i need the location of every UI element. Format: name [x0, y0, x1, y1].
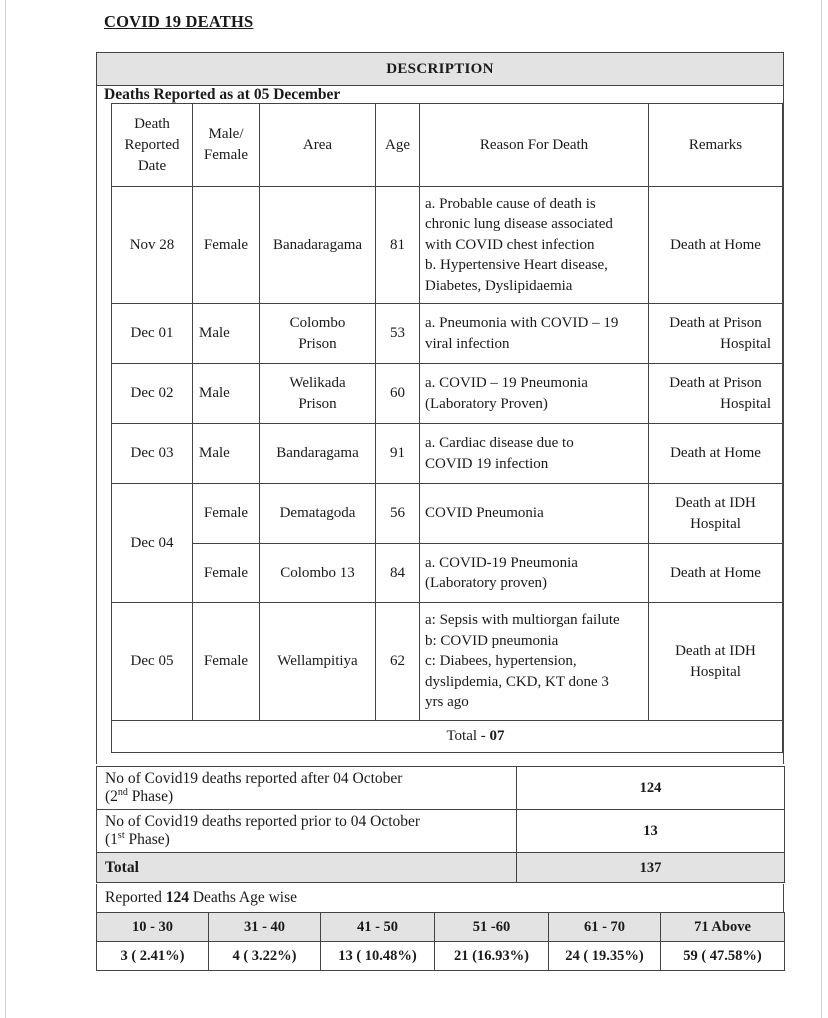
cell-age: 81 [376, 187, 420, 304]
cell-reason [420, 544, 649, 603]
frame-border [96, 86, 97, 764]
age-group: 31 - 40 [209, 913, 321, 942]
cell-sex: Male [193, 364, 260, 424]
cell-reason [420, 424, 649, 484]
table-row [112, 364, 783, 424]
phase-sup: st [117, 829, 125, 841]
summary-row-phase2 [97, 767, 785, 810]
reason-line: chronic lung disease associated [425, 216, 613, 233]
cell-date: Nov 28 [112, 187, 193, 304]
age-value: 3 ( 2.41%) [97, 942, 209, 971]
col-date-header [112, 104, 193, 187]
header-line: Female [203, 147, 249, 163]
phase-rest: Phase) [124, 831, 170, 848]
phase1-phase [105, 831, 516, 849]
table-row [112, 603, 783, 721]
cell-age: 60 [376, 364, 420, 424]
phase2-label-text: No of Covid19 deaths reported after 04 October [105, 770, 403, 787]
phase2-value: 124 [517, 767, 785, 810]
cell-sex: Female [193, 544, 260, 603]
cell-age: 56 [376, 484, 420, 544]
header-line: Reported [124, 136, 180, 153]
cell-area [260, 364, 376, 424]
summary-row-phase1 [97, 810, 785, 853]
summary-total-value: 137 [517, 853, 785, 883]
remarks-line: Hospital [690, 515, 741, 532]
reason-line: COVID 19 infection [425, 455, 549, 472]
cell-sex: Female [193, 603, 260, 721]
reason-line: Diabetes, Dyslipidaemia [425, 277, 573, 294]
cell-remarks: Death at Home [649, 544, 783, 603]
reason-line: viral infection [425, 335, 510, 352]
cell-area: Wellampitiya [260, 603, 376, 721]
reason-line: a. Pneumonia with COVID – 19 [425, 315, 619, 331]
agewise-prefix: Reported [105, 889, 166, 906]
age-value: 24 ( 19.35%) [549, 942, 661, 971]
remarks-line: Death at Prison [669, 314, 762, 331]
table-row [112, 187, 783, 304]
col-sex-header [193, 104, 260, 187]
reason-line: a. COVID-19 Pneumonia [425, 554, 578, 571]
reason-line: a. COVID – 19 Pneumonia [425, 375, 588, 391]
area-line: Prison [298, 335, 337, 352]
total-value: 07 [489, 728, 505, 744]
reported-as-at-heading: Deaths Reported as at 05 December [104, 86, 341, 103]
summary-total-row [97, 853, 785, 883]
cell-remarks [649, 364, 783, 424]
age-group: 10 - 30 [97, 913, 209, 942]
age-group: 61 - 70 [549, 913, 661, 942]
header-line: Male/ [208, 126, 244, 142]
col-reason-header: Reason For Death [420, 104, 649, 187]
cell-reason: COVID Pneumonia [420, 484, 649, 544]
reason-line: dyslipdemia, CKD, KT done 3 [425, 673, 609, 690]
cell-remarks [649, 603, 783, 721]
reason-line: (Laboratory Proven) [425, 395, 548, 412]
agewise-count: 124 [165, 889, 189, 906]
reason-line: a: Sepsis with multiorgan failute [425, 612, 620, 629]
cell-sex: Female [193, 187, 260, 304]
table-row [112, 544, 783, 603]
table-row [112, 304, 783, 364]
cell-date: Dec 03 [112, 424, 193, 484]
reason-line: (Laboratory proven) [425, 575, 548, 591]
reason-line: yrs ago [425, 694, 469, 711]
age-group: 41 - 50 [321, 913, 435, 942]
cell-age: 62 [376, 603, 420, 721]
remarks-line: Death at IDH [675, 494, 756, 511]
cell-reason [420, 364, 649, 424]
remarks-line: Hospital [720, 395, 771, 412]
cell-reason [420, 603, 649, 721]
cell-date: Dec 02 [112, 364, 193, 424]
age-groups-row [97, 913, 785, 942]
summary-total-label: Total [97, 853, 517, 883]
reason-line: a. Cardiac disease due to [425, 435, 574, 451]
cell-remarks: Death at Home [649, 424, 783, 484]
age-value: 13 ( 10.48%) [321, 942, 435, 971]
cell-date: Dec 01 [112, 304, 193, 364]
cell-area: Bandaragama [260, 424, 376, 484]
cell-age: 84 [376, 544, 420, 603]
phase1-label-text: No of Covid19 deaths reported prior to 04 October [105, 813, 421, 830]
area-line: Welikada [289, 374, 346, 391]
cell-sex: Male [193, 424, 260, 484]
deaths-table [111, 103, 783, 753]
age-value: 21 (16.93%) [435, 942, 549, 971]
description-header: DESCRIPTION [96, 52, 784, 86]
cell-age: 53 [376, 304, 420, 364]
remarks-line: Death at Prison [669, 374, 762, 391]
col-area-header: Area [260, 104, 376, 187]
phase2-label [97, 767, 517, 810]
header-row [112, 104, 783, 187]
table-row [112, 424, 783, 484]
cell-reason [420, 304, 649, 364]
header-line: Death [134, 115, 170, 132]
age-group: 71 Above [661, 913, 785, 942]
phase-num: (1 [105, 831, 118, 848]
phase1-value: 13 [517, 810, 785, 853]
remarks-line: Hospital [690, 663, 741, 680]
cell-date: Dec 04 [112, 484, 193, 603]
reason-line: b. Hypertensive Heart disease, [425, 257, 608, 274]
reason-line: b: COVID pneumonia [425, 632, 559, 649]
page-edge [821, 0, 822, 1018]
phase1-label [97, 810, 517, 853]
cell-sex: Female [193, 484, 260, 544]
area-line: Prison [298, 395, 337, 412]
agewise-title [96, 884, 784, 912]
page-edge [5, 0, 6, 1018]
col-age-header: Age [376, 104, 420, 187]
table-row [112, 484, 783, 544]
phase-sup: nd [117, 786, 128, 798]
total-cell [112, 721, 783, 753]
remarks-line: Hospital [720, 335, 771, 352]
header-line: Date [137, 157, 167, 174]
age-group: 51 -60 [435, 913, 549, 942]
reason-line: a. Probable cause of death is [425, 195, 596, 212]
age-values-row [97, 942, 785, 971]
cell-remarks [649, 484, 783, 544]
phase2-phase [105, 788, 516, 806]
cell-remarks [649, 304, 783, 364]
cell-area [260, 304, 376, 364]
cell-reason [420, 187, 649, 304]
age-value: 4 ( 3.22%) [209, 942, 321, 971]
cell-sex: Male [193, 304, 260, 364]
remarks-line: Death at IDH [675, 642, 756, 659]
agewise-suffix: Deaths Age wise [188, 889, 297, 906]
agewise-table [96, 912, 785, 971]
col-remarks-header: Remarks [649, 104, 783, 187]
age-value: 59 ( 47.58%) [661, 942, 785, 971]
phase-num: (2 [105, 788, 118, 805]
document-title: COVID 19 DEATHS [104, 12, 254, 31]
cell-remarks: Death at Home [649, 187, 783, 304]
summary-table [96, 766, 785, 883]
total-row [112, 721, 783, 753]
total-label: Total - [446, 728, 490, 744]
cell-age: 91 [376, 424, 420, 484]
area-line: Colombo [289, 314, 346, 331]
cell-area: Banadaragama [260, 187, 376, 304]
reason-line: c: Diabees, hypertension, [425, 653, 577, 670]
cell-date: Dec 05 [112, 603, 193, 721]
phase-rest: Phase) [127, 788, 174, 805]
reason-line: with COVID chest infection [425, 236, 595, 253]
frame-border [783, 86, 784, 764]
cell-area: Colombo 13 [260, 544, 376, 603]
cell-area: Dematagoda [260, 484, 376, 544]
